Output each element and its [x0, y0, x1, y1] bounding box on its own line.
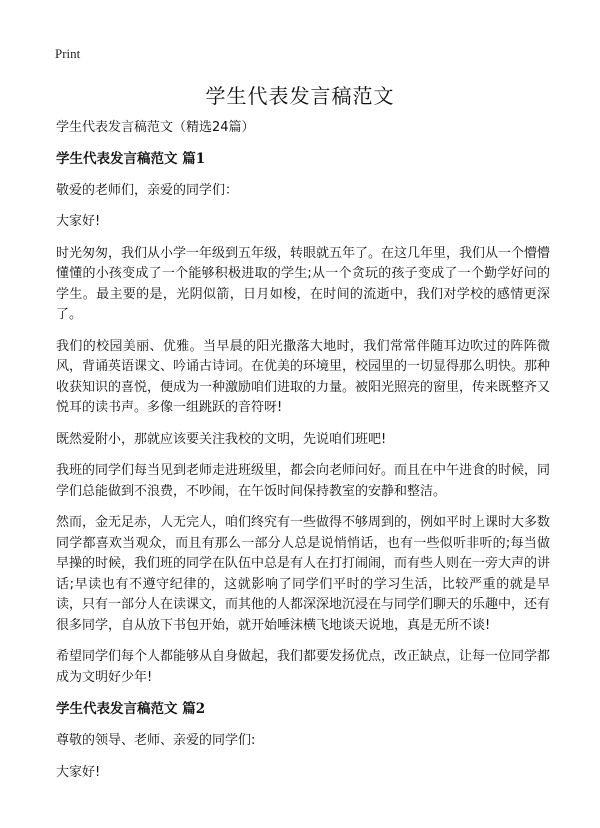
- paragraph: 既然爱附小，那就应该要关注我校的文明，先说咱们班吧!: [56, 431, 387, 447]
- paragraph: 我们的校园美丽、优雅。当早晨的阳光撒落大地时，我们常常伴随耳边吹过的阵阵微风，背诵英语课文、吟诵古诗词。在优美的环境里，校园里的一切显得那么明快。那种收获知识的喜悦，便成为一种激励咱们进取的力量。被阳光照亮的窗里，传来既整齐又悦耳的读书声。多像一组跳跃的音符呀!: [56, 338, 551, 415]
- section-heading-1: 学生代表发言稿范文 篇1: [56, 150, 206, 167]
- print-link[interactable]: Print: [55, 46, 81, 61]
- page-title: 学生代表发言稿范文: [205, 84, 395, 108]
- article-body: [56, 118, 550, 794]
- section-heading-2: 学生代表发言稿范文 篇2: [56, 701, 206, 717]
- paragraph: 希望同学们每个人都能够从自身做起，我们都要发扬优点，改正缺点，让每一位同学都成为文明好少年!: [56, 649, 551, 685]
- paragraph: 我班的同学们每当见到老师走进班级里，都会向老师问好。而且在中午进食的时候，同学们总能做到不浪费，不吵闹，在午饭时间保持教室的安静和整洁。: [56, 463, 551, 499]
- paragraph: 敬爱的老师们，亲爱的同学们：: [56, 182, 239, 198]
- paragraph: 尊敬的领导、老师、亲爱的同学们:: [56, 733, 256, 748]
- paragraph: 大家好!: [56, 214, 101, 229]
- paragraph: 大家好!: [56, 764, 101, 780]
- article-subtitle: 学生代表发言稿范文（精选24篇）: [56, 120, 255, 135]
- paragraph: 然而，金无足赤，人无完人，咱们终究有一些做得不够周到的，例如平时上课时大多数同学都喜欢当观众，而且有那么一部分人总是说悄悄话，也有一些似听非听的;每当做早操的时候，我们班的同学在队伍中总是有人在打打闹闹，而有些人则在一旁大声的讲话;早读也有不遵守纪律的，这就影响了同学们平时的学习生活，比较严重的就是早读，只有一部分人在读课文，而其他的人都深深地沉浸在与同学们聊天的乐趣中，还有很多同学，自从放下书包开始，就开始唾沫横飞地谈天说地，真是无所不谈!: [56, 515, 551, 633]
- paragraph: 时光匆匆，我们从小学一年级到五年级，转眼就五年了。在这几年里，我们从一个懵懵懂懂的小孩变成了一个能够积极进取的学生;从一个贪玩的孩子变成了一个勤学好问的学生。最主要的是，光阴似箭，日月如梭，在时间的流逝中，我们对学校的感情更深了。: [56, 245, 551, 322]
